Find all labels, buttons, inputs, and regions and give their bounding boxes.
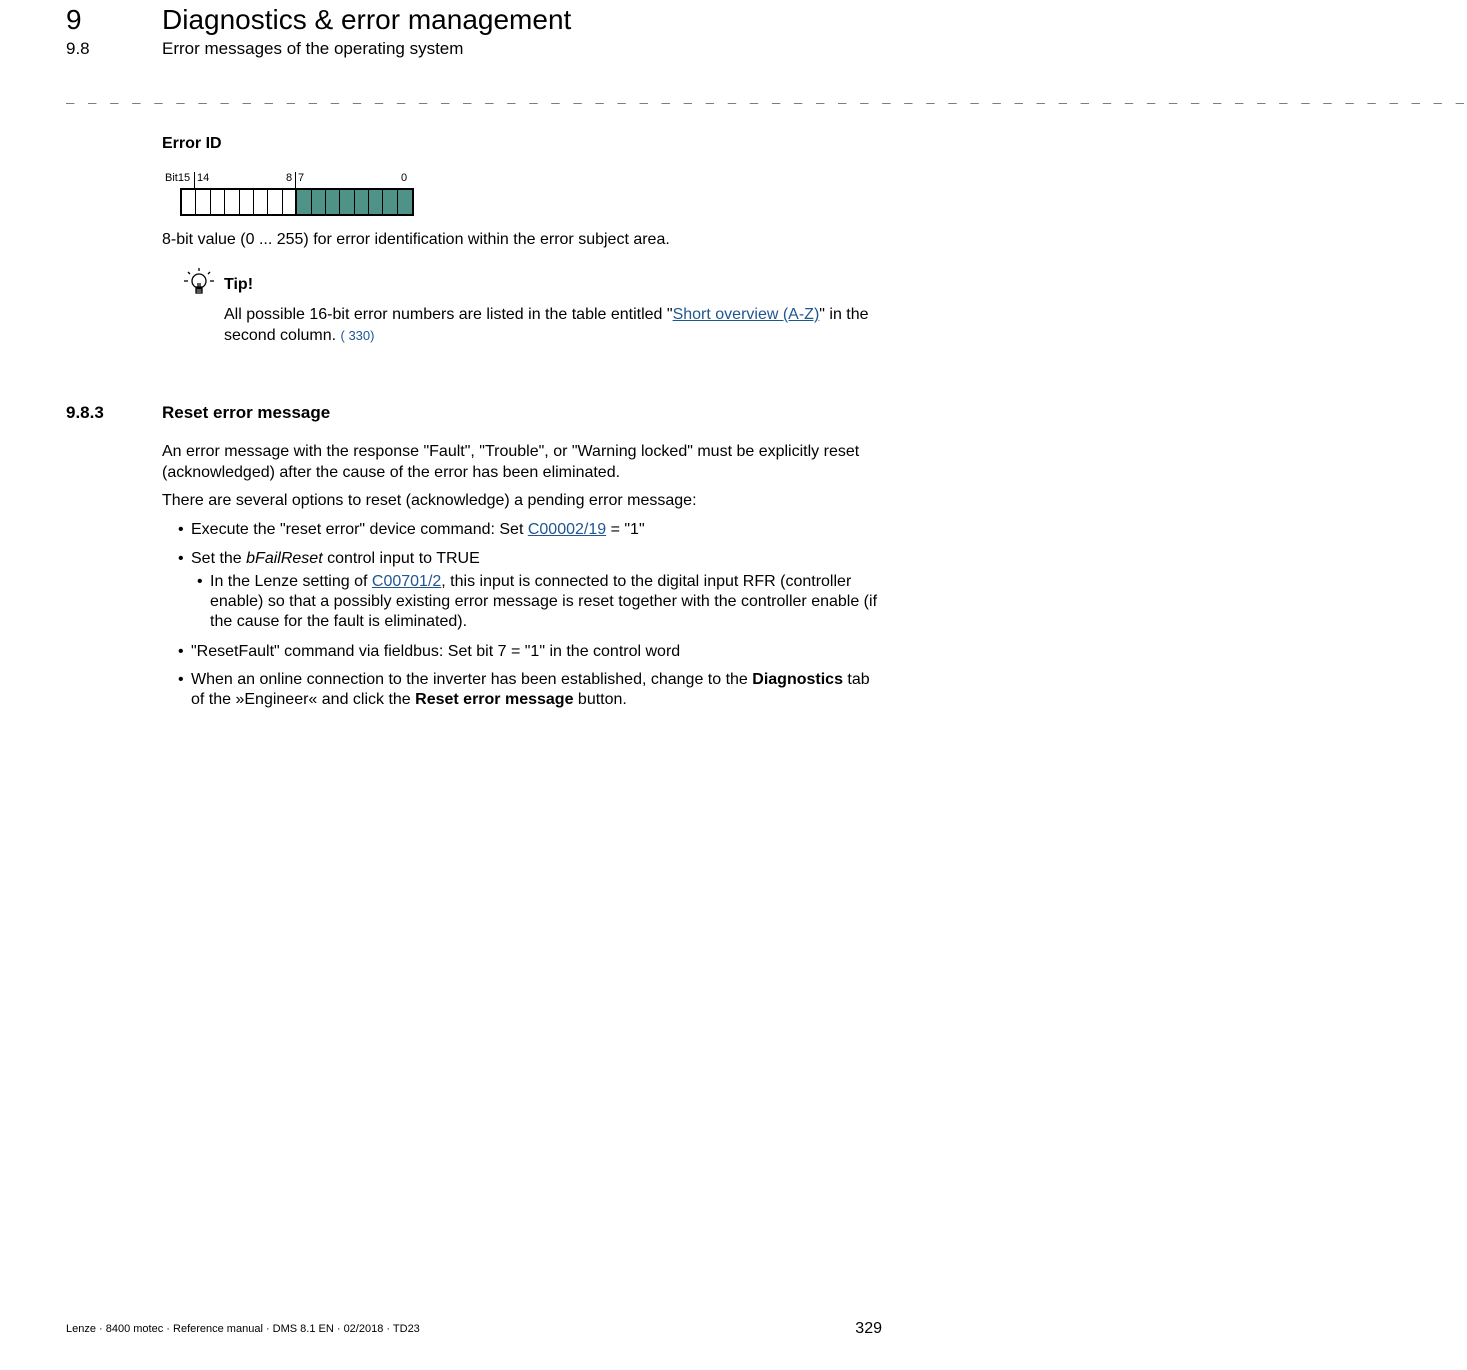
c00002-19-link[interactable]: C00002/19	[527, 521, 607, 538]
page-number: 329	[855, 1320, 882, 1337]
bit-cell	[240, 190, 254, 214]
bullet-3: • "ResetFault" command via fieldbus: Set bit 7 = "1" in the control word	[191, 641, 881, 662]
lightbulb-icon	[182, 266, 216, 300]
section-title: Error messages of the operating system	[162, 39, 464, 58]
bullet-1	[191, 519, 881, 540]
bit-divider-15	[194, 172, 195, 188]
c00701-2-link[interactable]: C00701/2	[371, 573, 442, 590]
subsection-number: 9.8.3	[66, 403, 104, 422]
bullet-2-text: Set the	[191, 550, 247, 567]
bit-cell	[355, 190, 369, 214]
bit-register	[180, 188, 414, 216]
bullet-4	[191, 670, 881, 710]
bit-cell	[225, 190, 239, 214]
bit-cell	[383, 190, 397, 214]
bit-cell	[283, 190, 297, 214]
footer-text: Lenze · 8400 motec · Reference manual · DMS 8.1 EN · 02/2018 · TD23	[66, 1323, 420, 1335]
header-separator: _ _ _ _ _ _ _ _ _ _ _ _ _ _ _ _ _ _ _ _ _ _ _ _ _ _ _ _ _ _ _ _ _ _ _ _ _ _ _ _ _ _ _ _ _ _ _ _ _ _ _ _ _ _ _ _ _ _ _ _ _ _ _ _	[66, 88, 1467, 104]
paragraph-2: There are several options to reset (acknowledge) a pending error message:	[162, 492, 697, 509]
bit-cell	[182, 190, 196, 214]
subsection-title: Reset error message	[162, 403, 331, 422]
bit-cell	[211, 190, 225, 214]
bit0-label: 0	[401, 172, 408, 184]
short-overview-link[interactable]: Short overview (A-Z)	[672, 306, 820, 323]
bullet-4-text: When an online connection to the inverter has been established, change to the	[191, 671, 753, 688]
error-id-description: 8-bit value (0 ... 255) for error identification within the error subject area.	[162, 231, 670, 248]
bit-cell	[398, 190, 412, 214]
bit-cell	[268, 190, 282, 214]
bit8-label: 8	[286, 172, 293, 184]
error-id-heading: Error ID	[162, 135, 222, 152]
tip-text-after: " in the second column.	[224, 306, 869, 344]
tip-text-before: All possible 16-bit error numbers are listed in the table entitled "	[224, 306, 673, 323]
bfailreset-name: bFailReset	[246, 550, 323, 567]
bit-cell	[340, 190, 354, 214]
bit-divider-8	[295, 172, 296, 188]
section-number: 9.8	[66, 39, 90, 58]
sub-bullet-text: In the Lenze setting of	[210, 573, 372, 590]
bit-cell	[254, 190, 268, 214]
tip-title: Tip!	[224, 276, 254, 293]
bit-cell	[196, 190, 210, 214]
bullet-2-after: control input to TRUE	[322, 550, 480, 567]
bullet-1-text: Execute the "reset error" device command: Set	[191, 521, 528, 538]
reset-error-button-name: Reset error message	[415, 691, 574, 708]
sub-bullet	[210, 572, 882, 632]
bit-cell	[369, 190, 383, 214]
bullet-1-after: = "1"	[606, 521, 645, 538]
bullet-2	[191, 548, 881, 569]
bit-cell	[312, 190, 326, 214]
bit-cell	[297, 190, 311, 214]
bit-cell	[326, 190, 340, 214]
sub-bullet-after: , this input is connected to the digital input RFR (controller enable) so that a possibly existing error message is reset together with the controller enable (if the cause for the fault is eliminated).	[210, 573, 878, 630]
bit15-label: Bit15	[165, 172, 191, 184]
chapter-number: 9	[66, 4, 82, 35]
bullet-4-mid: tab of the »Engineer« and click the	[191, 671, 870, 708]
bit7-label: 7	[298, 172, 305, 184]
bit14-label: 14	[197, 172, 210, 184]
tip-text	[224, 304, 884, 346]
page-ref-link[interactable]: ( 330)	[340, 328, 375, 343]
diagnostics-tab-name: Diagnostics	[752, 671, 843, 688]
chapter-title: Diagnostics & error management	[162, 4, 572, 35]
paragraph-1: An error message with the response "Fault", "Trouble", or "Warning locked" must be explicitly reset (acknowledged) after the cause of the error has been eliminated.	[162, 443, 860, 481]
bullet-4-after: button.	[573, 691, 627, 708]
